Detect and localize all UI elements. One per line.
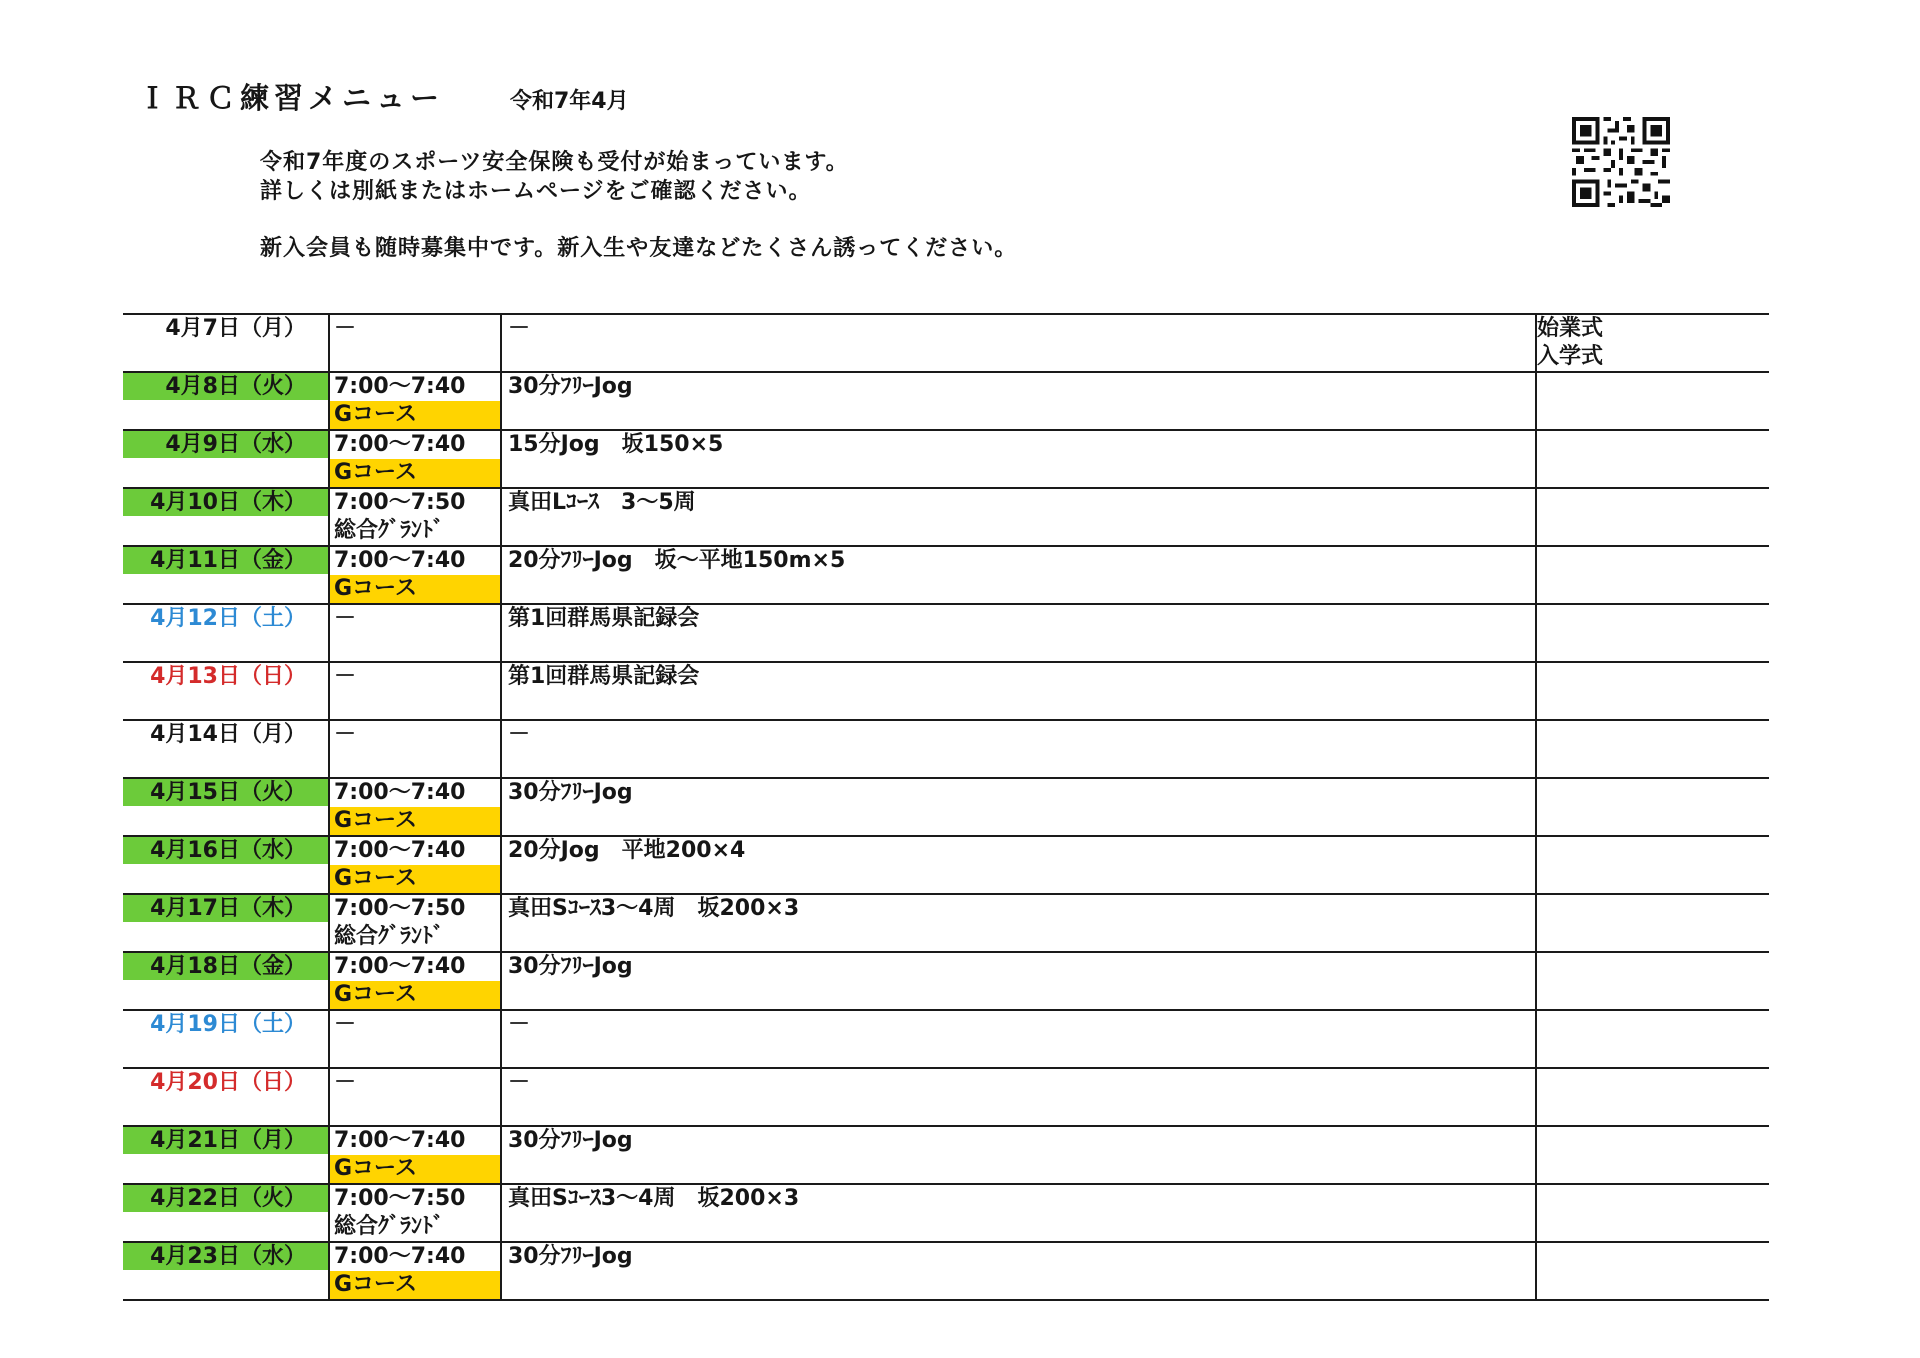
table-row [123, 662, 1769, 720]
menu-label: 30分ﾌﾘｰJog [508, 954, 633, 979]
schedule-table [123, 313, 1769, 1301]
date-label: 4月18日（金） [123, 953, 328, 980]
menu-cell [501, 1242, 1536, 1300]
note-cell [1536, 314, 1769, 372]
menu-cell [501, 778, 1536, 836]
table-row [123, 430, 1769, 488]
time-cell [329, 662, 501, 720]
time-cell [329, 604, 501, 662]
place-label: Gコース [330, 401, 500, 429]
note-cell [1536, 1184, 1769, 1242]
date-cell [123, 372, 329, 430]
table-row [123, 1068, 1769, 1126]
time-label: 7:00～7:40 [334, 780, 466, 805]
date-label: 4月20日（日） [150, 1070, 306, 1095]
date-cell [123, 720, 329, 778]
date-cell [123, 1126, 329, 1184]
date-label: 4月13日（日） [150, 664, 306, 689]
date-cell [123, 1184, 329, 1242]
date-label: 4月23日（水） [123, 1243, 328, 1270]
menu-label: 30分ﾌﾘｰJog [508, 1244, 633, 1269]
note-cell [1536, 894, 1769, 952]
note-label: 始業式 [1537, 316, 1604, 341]
time-label: 7:00～7:40 [334, 838, 466, 863]
page-title: ＩＲＣ練習メニュー [138, 81, 445, 115]
time-cell [329, 894, 501, 952]
place-label: Gコース [330, 865, 500, 893]
place-label: Gコース [330, 981, 500, 1009]
time-label: － [334, 664, 357, 689]
table-row [123, 604, 1769, 662]
date-cell [123, 1010, 329, 1068]
table-row [123, 1242, 1769, 1300]
time-cell [329, 1242, 501, 1300]
menu-cell [501, 1010, 1536, 1068]
menu-cell [501, 720, 1536, 778]
date-cell [123, 1068, 329, 1126]
date-label: 4月17日（木） [123, 895, 328, 922]
date-cell [123, 430, 329, 488]
time-cell [329, 1010, 501, 1068]
date-cell [123, 1242, 329, 1300]
menu-label: 真田Sｺｰｽ3～4周 坂200×3 [508, 1186, 800, 1211]
table-row [123, 1184, 1769, 1242]
time-label: 7:00～7:40 [334, 1244, 466, 1269]
table-row [123, 894, 1769, 952]
note-cell [1536, 1242, 1769, 1300]
table-row [123, 1126, 1769, 1184]
time-cell [329, 488, 501, 546]
menu-label: － [508, 1012, 531, 1037]
date-cell [123, 488, 329, 546]
place-label: 総合ｸﾞﾗﾝﾄﾞ [334, 924, 445, 949]
date-label: 4月19日（土） [150, 1012, 306, 1037]
table-row [123, 372, 1769, 430]
note-cell [1536, 1010, 1769, 1068]
menu-label: － [508, 722, 531, 747]
note-label: 入学式 [1537, 344, 1604, 369]
date-cell [123, 778, 329, 836]
time-cell [329, 836, 501, 894]
date-cell [123, 604, 329, 662]
place-label: 総合ｸﾞﾗﾝﾄﾞ [334, 518, 445, 543]
date-label: 4月11日（金） [123, 547, 328, 574]
notice-line: 詳しくは別紙またはホームページをご確認ください。 [260, 179, 812, 204]
date-label: 4月8日（火） [123, 373, 328, 400]
table-row [123, 546, 1769, 604]
place-label: Gコース [330, 807, 500, 835]
menu-label: 真田Sｺｰｽ3～4周 坂200×3 [508, 896, 800, 921]
time-label: － [334, 1012, 357, 1037]
time-cell [329, 372, 501, 430]
time-label: 7:00～7:50 [334, 490, 466, 515]
menu-label: 20分ﾌﾘｰJog 坂～平地150m×5 [508, 548, 846, 573]
menu-cell [501, 1068, 1536, 1126]
notice-line: 新入会員も随時募集中です。新入生や友達などたくさん誘ってください。 [260, 236, 1018, 261]
note-cell [1536, 836, 1769, 894]
menu-cell [501, 372, 1536, 430]
table-row [123, 488, 1769, 546]
time-cell [329, 314, 501, 372]
table-row [123, 314, 1769, 372]
time-cell [329, 1068, 501, 1126]
note-cell [1536, 662, 1769, 720]
place-label: Gコース [330, 1271, 500, 1299]
menu-label: － [508, 1070, 531, 1095]
date-label: 4月9日（水） [123, 431, 328, 458]
page-period: 令和7年4月 [510, 89, 629, 114]
time-label: 7:00～7:40 [334, 1128, 466, 1153]
menu-cell [501, 604, 1536, 662]
time-cell [329, 1184, 501, 1242]
note-cell [1536, 372, 1769, 430]
date-label: 4月21日（月） [123, 1127, 328, 1154]
date-cell [123, 952, 329, 1010]
time-label: 7:00～7:40 [334, 548, 466, 573]
table-row [123, 836, 1769, 894]
menu-label: 第1回群馬県記録会 [508, 664, 700, 689]
menu-cell [501, 1184, 1536, 1242]
menu-label: 15分Jog 坂150×5 [508, 432, 724, 457]
note-cell [1536, 1068, 1769, 1126]
menu-cell [501, 1126, 1536, 1184]
menu-label: 30分ﾌﾘｰJog [508, 780, 633, 805]
note-cell [1536, 430, 1769, 488]
date-label: 4月22日（火） [123, 1185, 328, 1212]
menu-cell [501, 952, 1536, 1010]
note-cell [1536, 604, 1769, 662]
place-label: 総合ｸﾞﾗﾝﾄﾞ [334, 1214, 445, 1239]
date-label: 4月7日（月） [165, 316, 306, 341]
table-row [123, 952, 1769, 1010]
place-label: Gコース [330, 575, 500, 603]
menu-label: 真田Lｺｰｽ 3～5周 [508, 490, 696, 515]
time-cell [329, 952, 501, 1010]
date-label: 4月12日（土） [150, 606, 306, 631]
date-cell [123, 836, 329, 894]
menu-label: 30分ﾌﾘｰJog [508, 374, 633, 399]
note-cell [1536, 720, 1769, 778]
time-cell [329, 430, 501, 488]
menu-cell [501, 662, 1536, 720]
date-cell [123, 546, 329, 604]
menu-cell [501, 488, 1536, 546]
notice-line: 令和7年度のスポーツ安全保険も受付が始まっています。 [260, 150, 849, 175]
table-row [123, 720, 1769, 778]
time-label: － [334, 1070, 357, 1095]
date-label: 4月16日（水） [123, 837, 328, 864]
time-label: － [334, 606, 357, 631]
time-label: － [334, 722, 357, 747]
table-row [123, 778, 1769, 836]
date-cell [123, 894, 329, 952]
menu-cell [501, 314, 1536, 372]
note-cell [1536, 1126, 1769, 1184]
date-cell [123, 314, 329, 372]
menu-cell [501, 894, 1536, 952]
menu-cell [501, 836, 1536, 894]
qr-code-icon[interactable] [1572, 117, 1670, 207]
time-label: 7:00～7:40 [334, 954, 466, 979]
menu-label: 第1回群馬県記録会 [508, 606, 700, 631]
date-label: 4月15日（火） [123, 779, 328, 806]
menu-cell [501, 546, 1536, 604]
time-cell [329, 546, 501, 604]
date-label: 4月14日（月） [150, 722, 306, 747]
note-cell [1536, 546, 1769, 604]
note-cell [1536, 778, 1769, 836]
time-label: 7:00～7:40 [334, 374, 466, 399]
date-cell [123, 662, 329, 720]
time-label: 7:00～7:50 [334, 896, 466, 921]
place-label: Gコース [330, 1155, 500, 1183]
menu-label: 30分ﾌﾘｰJog [508, 1128, 633, 1153]
menu-label: － [508, 316, 531, 341]
menu-label: 20分Jog 平地200×4 [508, 838, 746, 863]
time-cell [329, 778, 501, 836]
date-label: 4月10日（木） [123, 489, 328, 516]
note-cell [1536, 488, 1769, 546]
time-cell [329, 720, 501, 778]
time-cell [329, 1126, 501, 1184]
time-label: 7:00～7:50 [334, 1186, 466, 1211]
place-label: Gコース [330, 459, 500, 487]
menu-cell [501, 430, 1536, 488]
time-label: － [334, 316, 357, 341]
table-row [123, 1010, 1769, 1068]
note-cell [1536, 952, 1769, 1010]
time-label: 7:00～7:40 [334, 432, 466, 457]
